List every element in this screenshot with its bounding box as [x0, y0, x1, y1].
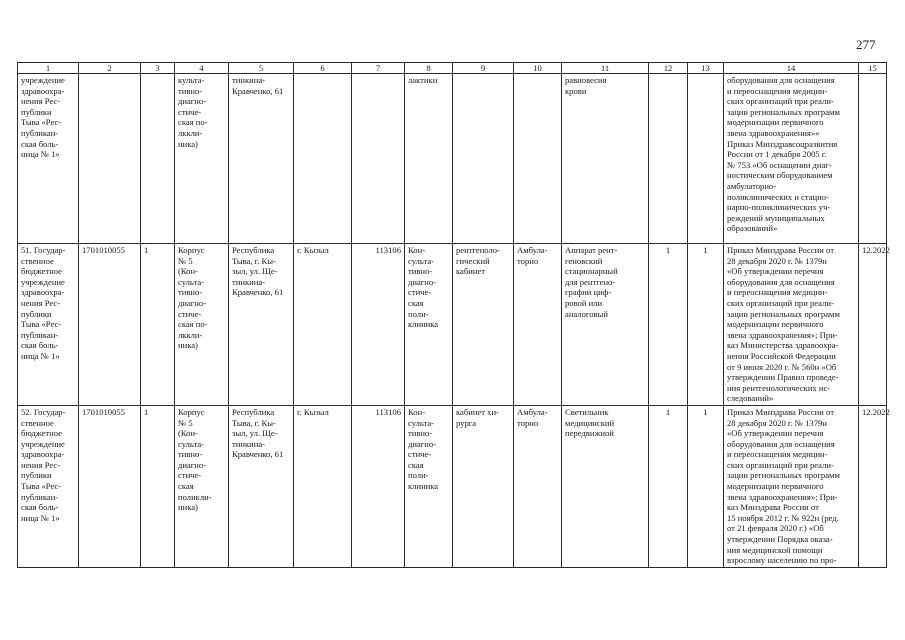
cell-text-line: 28 декабря 2020 г. № 1379н: [727, 417, 827, 428]
cell-text-line: нения Российской Федерации: [727, 350, 836, 361]
cell-text-line: сульта-: [178, 438, 205, 449]
cell-text-line: учреждение: [21, 276, 65, 287]
cell-text-line: ница № 1»: [21, 512, 60, 523]
cell-text-line: ская: [408, 297, 424, 308]
cell-text-line: ских организаций при реали-: [727, 459, 834, 470]
table-body: [18, 63, 890, 568]
cell-text-line: публики: [21, 470, 52, 481]
cell-text-line: 28 декабря 2020 г. № 1379н: [727, 255, 827, 266]
cell-text-line: звена здравоохранения»«: [727, 127, 820, 138]
cell-text-line: публики: [21, 106, 52, 117]
cell-text-line: нарно-поликлинических уч-: [727, 202, 831, 213]
cell-text-line: Приказ Минздрава России от: [727, 245, 834, 255]
cell-text-line: № 753 «Об оснащении диаг-: [727, 159, 832, 170]
cell-text-line: взрослому населению по про-: [727, 555, 837, 566]
cell-col-7: [352, 244, 405, 406]
column-number-15: 15: [859, 63, 887, 74]
cell-text-line: ника): [178, 502, 198, 513]
cell-text-line: Кравченко, 61: [232, 85, 284, 96]
cell-text-line: ская боль-: [21, 502, 59, 513]
cell-text-line: 1: [665, 245, 671, 255]
cell-text-line: 51. Государ-: [21, 245, 66, 255]
cell-col-2: [79, 74, 141, 244]
cell-text-line: сульта-: [178, 276, 205, 287]
cell-text-line: стиче-: [408, 287, 432, 298]
cell-text-line: здравоохра-: [21, 85, 65, 96]
cell-text-line: Аппарат рент-: [565, 245, 618, 255]
cell-text-line: лккли-: [178, 127, 203, 138]
cell-text-line: ственное: [21, 417, 54, 428]
cell-text-line: ская по-: [178, 117, 208, 128]
cell-text-line: стиче-: [178, 106, 202, 117]
cell-col-13: [688, 74, 724, 244]
cell-text-line: оборудования для оснащения: [727, 438, 835, 449]
cell-text-line: ница № 1»: [21, 149, 60, 160]
cell-text-line: 15 ноября 2012 г. № 922н (ред.: [727, 512, 839, 523]
cell-text-line: сульта-: [408, 255, 435, 266]
column-number-14: 14: [724, 63, 859, 74]
cell-text-line: ровой или: [565, 297, 603, 308]
cell-text-line: Кравченко, 61: [232, 449, 284, 460]
cell-text-line: публикан-: [21, 329, 59, 340]
cell-text-line: звена здравоохранения»; При-: [727, 491, 838, 502]
cell-text-line: стиче-: [408, 449, 432, 460]
cell-text-line: торно: [517, 255, 539, 266]
page-number: 277: [856, 37, 876, 52]
cell-col-2: [79, 244, 141, 406]
cell-col-15: [859, 74, 887, 244]
cell-col-1: [18, 244, 79, 406]
cell-text-line: Тыва, г. Кы-: [232, 417, 276, 428]
cell-col-13: [688, 405, 724, 567]
cell-text-line: лактики: [408, 75, 438, 85]
cell-text-line: Приказ Минздравсоцразвития: [727, 138, 838, 149]
cell-text-line: зации региональных программ: [727, 106, 840, 117]
cell-text-line: стационарный: [565, 266, 618, 277]
cell-col-7: [352, 74, 405, 244]
cell-col-6: [294, 244, 352, 406]
cell-text-line: зации региональных программ: [727, 308, 840, 319]
cell-text-line: ская боль-: [21, 138, 59, 149]
cell-text-line: ника): [178, 340, 198, 351]
cell-text-line: ственное: [21, 255, 54, 266]
cell-text-line: Кон-: [408, 406, 426, 417]
cell-text-line: рурга: [456, 417, 477, 428]
cell-col-15: [859, 405, 890, 567]
cell-col-4: [175, 244, 229, 406]
cell-text-line: № 5: [178, 255, 193, 266]
cell-text-line: поли-: [408, 308, 429, 319]
cell-text-line: Светильник: [565, 406, 609, 417]
cell-text-line: 1: [703, 406, 708, 417]
cell-text-line: крови: [565, 85, 587, 96]
cell-col-3: [141, 244, 175, 406]
cell-text-line: тивно-: [408, 266, 433, 277]
cell-text-line: для рентгено-: [565, 276, 616, 287]
column-numbers-row: [18, 63, 887, 74]
cell-col-11: [562, 244, 649, 406]
cell-text-line: Корпус: [178, 406, 205, 417]
cell-text-line: (Кон-: [178, 428, 198, 439]
cell-text-line: «Об утверждении перечня: [727, 266, 824, 277]
cell-text-line: ская по-: [178, 319, 208, 330]
cell-text-line: 12.2022: [862, 245, 890, 255]
cell-text-line: «Об утверждении перечня: [727, 428, 824, 439]
cell-col-9: [453, 244, 514, 406]
cell-text-line: г. Кызыл: [297, 406, 329, 417]
cell-col-5: [229, 405, 294, 567]
cell-text-line: образований»: [727, 223, 778, 234]
cell-text-line: и переоснащения медицин-: [727, 449, 828, 460]
cell-col-10: [514, 74, 562, 244]
cell-text-line: передвижной: [565, 428, 614, 439]
cell-text-line: публикан-: [21, 491, 59, 502]
cell-text-line: ских организаций при реали-: [727, 297, 834, 308]
column-number-11: 11: [562, 63, 649, 74]
equipment-table: [17, 62, 890, 568]
cell-text-line: клиника: [408, 481, 439, 492]
column-number-6: 6: [294, 63, 352, 74]
cell-text-line: от 9 июня 2020 г. № 560н «Об: [727, 361, 837, 372]
cell-col-6: [294, 405, 352, 567]
cell-text-line: 12.2022: [862, 406, 890, 417]
column-number-3: 3: [141, 63, 175, 74]
cell-text-line: и переоснащения медицин-: [727, 85, 828, 96]
cell-text-line: тинкина-: [232, 276, 266, 287]
cell-text-line: оборудования для оснащения: [727, 75, 835, 85]
cell-text-line: зыл, ул. Ще-: [232, 266, 278, 277]
column-number-5: 5: [229, 63, 294, 74]
cell-text-line: тивно-: [178, 85, 203, 96]
cell-text-line: 1: [665, 406, 671, 417]
cell-text-line: диагно-: [408, 276, 437, 287]
cell-col-2: [79, 405, 141, 567]
cell-text-line: геновский: [565, 255, 603, 266]
cell-text-line: тивно-: [178, 449, 203, 460]
cell-col-12: [649, 405, 688, 567]
cell-text-line: равновесия: [565, 75, 607, 85]
column-number-1: 1: [18, 63, 79, 74]
cell-col-14: [724, 74, 859, 244]
column-number-2: 2: [79, 63, 141, 74]
column-number-4: 4: [175, 63, 229, 74]
cell-text-line: каз Минздрава России от: [727, 502, 819, 513]
cell-col-11: [562, 405, 649, 567]
cell-text-line: 52. Государ-: [21, 406, 66, 417]
column-number-13: 13: [688, 63, 724, 74]
cell-text-line: звена здравоохранения»; При-: [727, 329, 838, 340]
cell-col-4: [175, 405, 229, 567]
table-row: [18, 405, 887, 567]
cell-text-line: г. Кызыл: [297, 245, 329, 255]
cell-text-line: стиче-: [178, 308, 202, 319]
cell-text-line: ских организаций при реали-: [727, 96, 834, 107]
cell-text-line: Республика: [232, 245, 275, 255]
cell-col-9: [453, 74, 514, 244]
cell-col-12: [649, 244, 688, 406]
cell-col-14: [724, 244, 859, 406]
cell-text-line: медицинский: [565, 417, 615, 428]
cell-text-line: учреждение: [21, 438, 65, 449]
cell-col-4: [175, 74, 229, 244]
cell-text-line: зации региональных программ: [727, 470, 840, 481]
cell-text-line: ская: [408, 459, 424, 470]
cell-text-line: (Кон-: [178, 266, 198, 277]
cell-text-line: кабинет: [456, 266, 485, 277]
cell-text-line: публикан-: [21, 127, 59, 138]
cell-text-line: утверждении Правил проведе-: [727, 372, 839, 383]
cell-text-line: 1: [703, 245, 708, 255]
cell-text-line: поликли-: [178, 491, 212, 502]
cell-col-6: [294, 74, 352, 244]
cell-text-line: каз Министерства здравоохра-: [727, 340, 839, 351]
cell-col-10: [514, 244, 562, 406]
cell-text-line: Кон-: [408, 245, 426, 255]
cell-text-line: сульта-: [408, 417, 435, 428]
cell-text-line: ния рентгенологических ис-: [727, 382, 831, 393]
cell-text-line: лккли-: [178, 329, 203, 340]
cell-text-line: от 21 февраля 2020 г.) «Об: [727, 523, 824, 534]
cell-text-line: 1701010055: [82, 245, 125, 255]
cell-text-line: диагно-: [178, 96, 207, 107]
cell-text-line: ница № 1»: [21, 350, 60, 361]
cell-text-line: оборудования для оснащения: [727, 276, 835, 287]
cell-col-15: [859, 244, 890, 406]
cell-text-line: ния медицинской помощи: [727, 544, 823, 555]
table-row: [18, 74, 887, 244]
cell-text-line: бюджетное: [21, 428, 62, 439]
cell-col-10: [514, 405, 562, 567]
cell-text-line: реждений муниципальных: [727, 212, 825, 223]
cell-col-8: [405, 244, 453, 406]
cell-text-line: диагно-: [178, 459, 207, 470]
cell-text-line: здравоохра-: [21, 287, 65, 298]
cell-col-9: [453, 405, 514, 567]
cell-text-line: тивно-: [408, 428, 433, 439]
cell-text-line: модернизации первичного: [727, 117, 824, 128]
cell-text-line: поликлинических и стацио-: [727, 191, 829, 202]
cell-text-line: ностическим оборудованием: [727, 170, 833, 181]
cell-text-line: зыл, ул. Ще-: [232, 428, 278, 439]
cell-text-line: модернизации первичного: [727, 481, 824, 492]
cell-text-line: гический: [456, 255, 490, 266]
cell-text-line: Кравченко, 61: [232, 287, 284, 298]
cell-text-line: диагно-: [408, 438, 437, 449]
cell-text-line: Амбула-: [517, 406, 548, 417]
cell-col-12: [649, 74, 688, 244]
cell-col-13: [688, 244, 724, 406]
cell-text-line: культа-: [178, 75, 205, 85]
cell-col-5: [229, 74, 294, 244]
cell-text-line: 113106: [375, 245, 401, 255]
cell-text-line: Тыва, г. Кы-: [232, 255, 276, 266]
cell-text-line: клиника: [408, 319, 439, 330]
cell-text-line: Приказ Минздрава России от: [727, 406, 834, 417]
cell-text-line: бюджетное: [21, 266, 62, 277]
cell-text-line: нения Рес-: [21, 297, 61, 308]
cell-text-line: России от 1 декабря 2005 г.: [727, 149, 827, 160]
cell-text-line: модернизации первичного: [727, 319, 824, 330]
cell-text-line: аналоговый: [565, 308, 608, 319]
cell-col-8: [405, 405, 453, 567]
cell-text-line: 113106: [375, 406, 401, 417]
cell-col-1: [18, 405, 79, 567]
cell-text-line: 1701010055: [82, 406, 125, 417]
cell-col-3: [141, 405, 175, 567]
column-number-7: 7: [352, 63, 405, 74]
cell-text-line: следований»: [727, 393, 774, 404]
cell-text-line: Тыва «Рес-: [21, 117, 62, 128]
cell-col-1: [18, 74, 79, 244]
cell-text-line: нения Рес-: [21, 96, 61, 107]
table-row: [18, 244, 887, 406]
cell-text-line: ника): [178, 138, 198, 149]
cell-text-line: публики: [21, 308, 52, 319]
cell-text-line: кабинет хи-: [456, 406, 499, 417]
cell-text-line: Тыва «Рес-: [21, 481, 62, 492]
cell-text-line: 1: [144, 406, 149, 417]
column-number-8: 8: [405, 63, 453, 74]
cell-text-line: здравоохра-: [21, 449, 65, 460]
cell-text-line: № 5: [178, 417, 193, 428]
cell-text-line: амбулаторно-: [727, 180, 777, 191]
column-number-9: 9: [453, 63, 514, 74]
column-number-10: 10: [514, 63, 562, 74]
cell-col-14: [724, 405, 859, 567]
cell-text-line: графии циф-: [565, 287, 612, 298]
cell-col-3: [141, 74, 175, 244]
cell-text-line: тивно-: [178, 287, 203, 298]
cell-text-line: Корпус: [178, 245, 205, 255]
cell-col-8: [405, 74, 453, 244]
cell-text-line: и переоснащения медицин-: [727, 287, 828, 298]
cell-text-line: 1: [144, 245, 149, 255]
cell-text-line: торно: [517, 417, 539, 428]
cell-col-7: [352, 405, 405, 567]
cell-text-line: утверждении Порядка оказа-: [727, 534, 833, 545]
column-number-12: 12: [649, 63, 688, 74]
cell-text-line: ская: [178, 481, 194, 492]
cell-text-line: тинкина-: [232, 438, 266, 449]
cell-text-line: Амбула-: [517, 245, 548, 255]
cell-text-line: диагно-: [178, 297, 207, 308]
cell-text-line: нения Рес-: [21, 459, 61, 470]
cell-text-line: Тыва «Рес-: [21, 319, 62, 330]
cell-text-line: поли-: [408, 470, 429, 481]
cell-col-5: [229, 244, 294, 406]
cell-text-line: учреждение: [21, 75, 65, 85]
cell-text-line: ская боль-: [21, 340, 59, 351]
cell-col-11: [562, 74, 649, 244]
cell-text-line: рентгеноло-: [456, 245, 500, 255]
cell-text-line: стиче-: [178, 470, 202, 481]
cell-text-line: Республика: [232, 406, 275, 417]
cell-text-line: тинкина-: [232, 75, 266, 85]
